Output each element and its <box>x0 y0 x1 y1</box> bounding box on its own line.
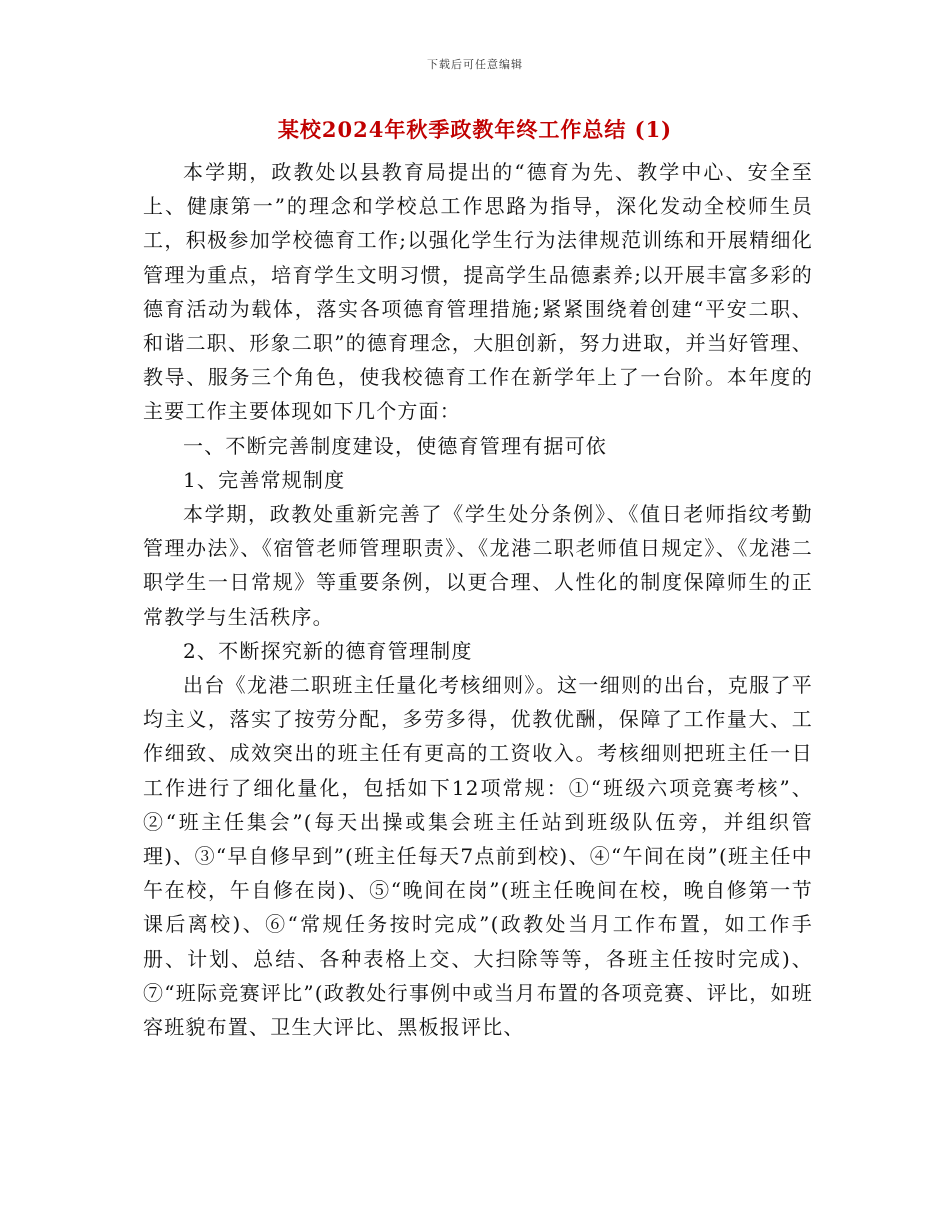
paragraph-regulations: 本学期，政教处重新完善了《学生处分条例》、《值日老师指纹考勤管理办法》、《宿管老师管理职责》、《龙港二职老师值日规定》、《龙港二职学生一日常规》等重要条例，以更合理、人性化的制度保障师生的正常教学与生活秩序。 <box>143 502 813 629</box>
document-body <box>143 155 813 1044</box>
paragraph-assessment: 出台《龙港二职班主任量化考核细则》。这一细则的出台，克服了平均主义，落实了按劳分配，多劳多得，优教优酬，保障了工作量大、工作细致、成效突出的班主任有更高的工资收入。考核细则把班主任一日工作进行了细化量化，包括如下12项常规：①“班级六项竞赛考核”、②“班主任集会”(每天出操或集会班主任站到班级队伍旁，并组织管理)、③“早自修早到”(班主任每天7点前到校)、④“午间在岗”(班主任中午在校，午自修在岗)、⑤“晚间在岗”(班主任晚间在校，晚自修第一节课后离校)、⑥“常规任务按时完成”(政教处当月工作布置，如工作手册、计划、总结、各种表格上交、大扫除等等，各班主任按时完成)、⑦“班际竞赛评比”(政教处行事例中或当月布置的各项竞赛、评比，如班容班貌布置、卫生大评比、黑板报评比、 <box>143 673 813 1040</box>
download-note: 下载后可任意编辑 <box>427 58 523 71</box>
document-title: 某校2024年秋季政教年终工作总结 (1) <box>277 117 673 142</box>
heading-subsection-1: 1、完善常规制度 <box>183 467 346 492</box>
paragraph-intro: 本学期，政教处以县教育局提出的“德育为先、教学中心、安全至上、健康第一”的理念和学校总工作思路为指导，深化发动全校师生员工，积极参加学校德育工作;以强化学生行为法律规范训练和开展精细化管理为重点，培育学生文明习惯，提高学生品德素养;以开展丰富多彩的德育活动为载体，落实各项德育管理措施;紧紧围绕着创建“平安二职、和谐二职、形象二职”的德育理念，大胆创新，努力进取，并当好管理、教导、服务三个角色，使我校德育工作在新学年上了一台阶。本年度的主要工作主要体现如下几个方面： <box>143 160 813 424</box>
heading-section-1: 一、不断完善制度建设，使德育管理有据可依 <box>183 433 607 458</box>
heading-subsection-2: 2、不断探究新的德育管理制度 <box>183 638 473 663</box>
